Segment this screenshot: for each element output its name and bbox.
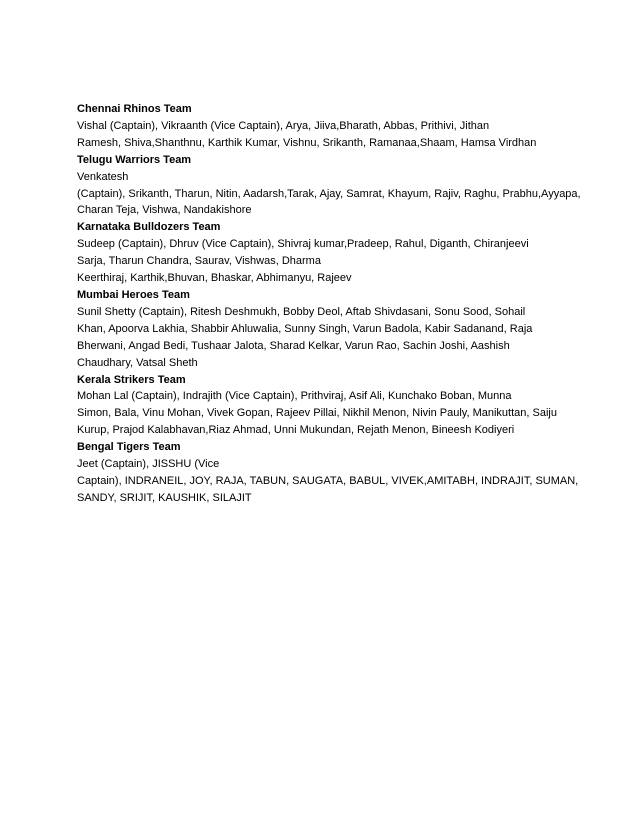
team-line: Ramesh, Shiva,Shanthnu, Karthik Kumar, Vishnu, Srikanth, Ramanaa,Shaam, Hamsa Virdhan [77, 136, 537, 149]
document-page [77, 101, 581, 507]
team-line: Keerthiraj, Karthik,Bhuvan, Bhaskar, Abhimanyu, Rajeev [77, 272, 352, 285]
team-line: Venkatesh [77, 170, 129, 183]
team-mumbai-heroes [77, 287, 577, 372]
team-title: Chennai Rhinos Team [77, 103, 192, 115]
team-title: Kerala Strikers Team [77, 373, 186, 386]
team-line: Bherwani, Angad Bedi, Tushaar Jalota, Sharad Kelkar, Varun Rao, Sachin Joshi, Aashish [77, 339, 510, 352]
team-title: Mumbai Heroes Team [77, 288, 190, 301]
team-telugu-warriors [77, 152, 581, 220]
team-line: Kurup, Prajod Kalabhavan,Riaz Ahmad, Unni Mukundan, Rejath Menon, Bineesh Kodiyeri [77, 424, 515, 437]
team-bengal-tigers [77, 439, 577, 507]
team-karnataka-bulldozers [77, 219, 577, 287]
team-title: Telugu Warriors Team [77, 153, 192, 166]
team-line: Charan Teja, Vishwa, Nandakishore [77, 204, 252, 217]
team-line: Jeet (Captain), JISSHU (Vice [77, 458, 220, 471]
team-line: Mohan Lal (Captain), Indrajith (Vice Captain), Prithviraj, Asif Ali, Kunchako Boban, Munna [77, 390, 512, 403]
team-line: Sudeep (Captain), Dhruv (Vice Captain), Shivraj kumar,Pradeep, Rahul, Diganth, Chiranjeevi [77, 238, 529, 251]
team-line: Sarja, Tharun Chandra, Saurav, Vishwas, Dharma [77, 255, 321, 268]
team-title: Karnataka Bulldozers Team [77, 221, 221, 234]
team-line: Vishal (Captain), Vikraanth (Vice Captain), Arya, Jiiva,Bharath, Abbas, Prithivi, Jithan [77, 119, 490, 132]
team-line: Captain), INDRANEIL, JOY, RAJA, TABUN, SAUGATA, BABUL, VIVEK,AMITABH, INDRAJIT, SUMAN, [77, 474, 579, 487]
team-line: SANDY, SRIJIT, KAUSHIK, SILAJIT [77, 491, 252, 504]
team-line: Khan, Apoorva Lakhia, Shabbir Ahluwalia, Sunny Singh, Varun Badola, Kabir Sadanand, Raja [77, 322, 533, 335]
team-chennai-rhinos [77, 101, 577, 152]
team-line: Sunil Shetty (Captain), Ritesh Deshmukh, Bobby Deol, Aftab Shivdasani, Sonu Sood, Sohail [77, 305, 526, 318]
team-kerala-strikers [77, 372, 577, 440]
team-line: Chaudhary, Vatsal Sheth [77, 356, 198, 369]
team-line: (Captain), Srikanth, Tharun, Nitin, Aadarsh,Tarak, Ajay, Samrat, Khayum, Rajiv, Raghu, Prabhu,Ayyapa, [77, 187, 581, 200]
team-line: Simon, Bala, Vinu Mohan, Vivek Gopan, Rajeev Pillai, Nikhil Menon, Nivin Pauly, Manikuttan, Saiju [77, 407, 557, 420]
team-title: Bengal Tigers Team [77, 441, 181, 454]
